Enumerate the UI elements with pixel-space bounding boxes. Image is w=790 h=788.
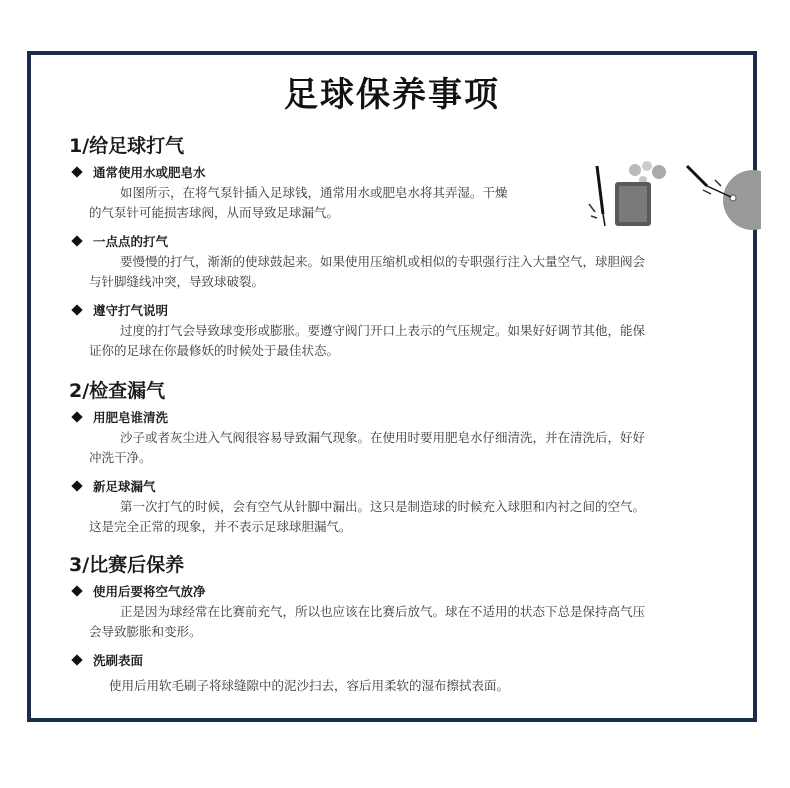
diamond-bullet-icon bbox=[71, 585, 82, 596]
paragraph-3-1: 正是因为球经常在比赛前充气，所以也应该在比赛后放气。球在不适用的状态下总是保持高气压 会导致膨胀和变形。 bbox=[89, 604, 646, 639]
needle-into-ball-illustration bbox=[681, 160, 761, 232]
paragraph-2-2: 第一次打气的时候，会有空气从针脚中漏出。这只是制造球的时候充入球胆和内衬之间的空气。 这是完全正常的现象，并不表示足球球胆漏气。 bbox=[89, 499, 646, 534]
page-title: 足球保养事项 bbox=[284, 75, 500, 115]
bullet-item-2-2 bbox=[69, 476, 156, 496]
bullet-item-2-1 bbox=[69, 407, 168, 427]
diamond-bullet-icon bbox=[71, 166, 82, 177]
section-heading-2: 2/检查漏气 bbox=[69, 380, 166, 402]
paragraph-1-3: 过度的打气会导致球变形或膨胀。要遵守阀门开口上表示的气压规定。如果好好调节其他，能保 证你的足球在你最修妖的时候处于最佳状态。 bbox=[89, 323, 646, 358]
bullet-item-3-2 bbox=[69, 650, 143, 670]
diamond-bullet-icon bbox=[71, 654, 82, 665]
diamond-bullet-icon bbox=[71, 480, 82, 491]
bullet-label: 新足球漏气 bbox=[93, 479, 156, 494]
paragraph-3-2: 使用后用软毛刷子将球缝隙中的泥沙扫去，容后用柔软的湿布擦拭表面。 bbox=[109, 678, 510, 693]
bullet-label: 遵守打气说明 bbox=[93, 303, 169, 318]
bullet-label: 通常使用水或肥皂水 bbox=[93, 165, 206, 180]
diamond-bullet-icon bbox=[71, 304, 82, 315]
section-heading-3: 3/比赛后保养 bbox=[69, 554, 185, 576]
diamond-bullet-icon bbox=[71, 411, 82, 422]
section-heading-1: 1/给足球打气 bbox=[69, 135, 185, 157]
diamond-bullet-icon bbox=[71, 235, 82, 246]
paragraph-2-1: 沙子或者灰尘进入气阀很容易导致漏气现象。在使用时要用肥皂水仔细清洗，并在清洗后，好好 冲洗干净。 bbox=[89, 430, 646, 465]
bullet-item-1-3 bbox=[69, 300, 168, 320]
bullet-label: 一点点的打气 bbox=[93, 234, 169, 249]
bullet-label: 使用后要将空气放净 bbox=[93, 584, 206, 599]
bullet-item-3-1 bbox=[69, 581, 206, 601]
bullet-item-1-2 bbox=[69, 231, 168, 251]
content-frame bbox=[27, 51, 757, 722]
bullet-item-1-1 bbox=[69, 162, 206, 182]
paragraph-1-2: 要慢慢的打气，渐渐的使球鼓起来。如果使用压缩机或相似的专职强行注入大量空气，球胆阀会 与针脚缝线冲突，导致球破裂。 bbox=[89, 254, 646, 289]
paragraph-1-1: 如图所示，在将气泵针插入足球钱，通常用水或肥皂水将其弄湿。干燥 的气泵针可能损害球阀，从而导致足球漏气。 bbox=[89, 185, 508, 220]
pump-and-water-bowl-illustration bbox=[579, 160, 679, 232]
bullet-label: 用肥皂谁清洗 bbox=[93, 410, 169, 425]
bullet-label: 洗刷表面 bbox=[93, 653, 144, 668]
